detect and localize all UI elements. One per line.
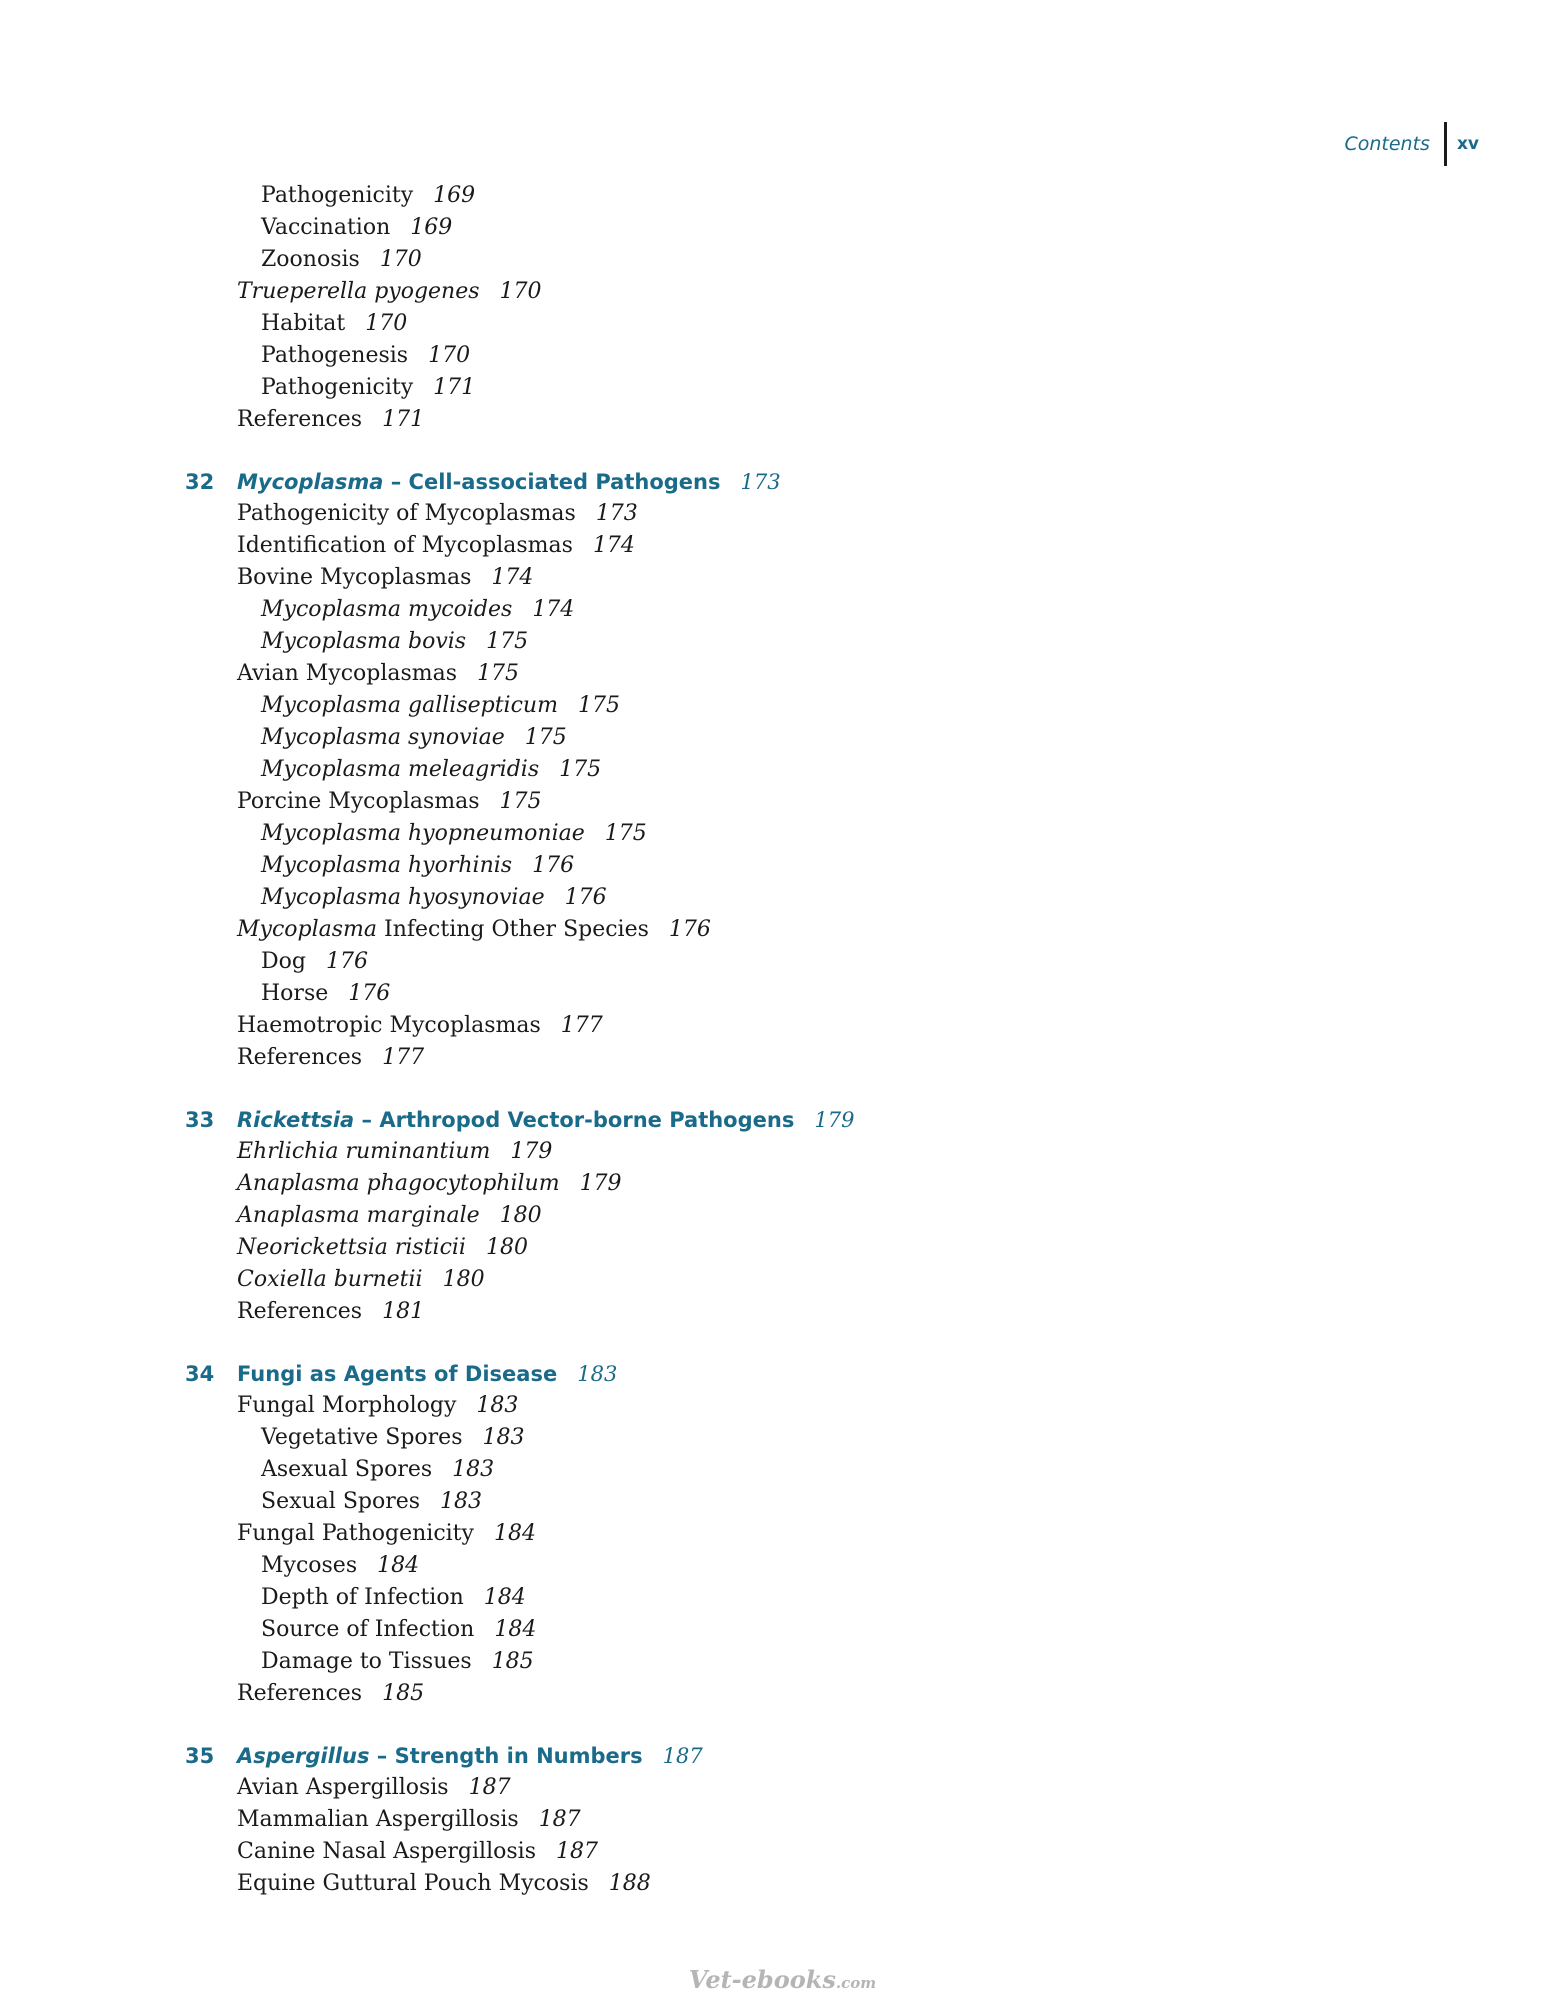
chapter-heading[interactable] — [0, 1104, 1400, 1136]
chapter-title — [237, 1740, 703, 1772]
chapter-heading[interactable] — [0, 1358, 1400, 1390]
toc-entry[interactable] — [0, 1422, 1400, 1454]
chapter-title-italic: Aspergillus — [237, 1744, 370, 1768]
chapter-title — [237, 1358, 617, 1390]
entry-title: Identification of Mycoplasmas — [237, 533, 573, 558]
toc-entry[interactable] — [0, 244, 1400, 276]
entry-title: Asexual Spores — [261, 1457, 433, 1482]
toc-entry[interactable] — [0, 1678, 1400, 1710]
entry-title: Mammalian Aspergillosis — [237, 1807, 519, 1832]
chapter-title-text: Fungi as Agents of Disease — [237, 1362, 558, 1386]
toc-entry[interactable] — [0, 914, 1400, 946]
entry-title: Mycoplasma mycoides — [261, 597, 513, 622]
entry-title: Pathogenicity — [261, 375, 414, 400]
toc-entry[interactable] — [0, 658, 1400, 690]
entry-page: 169 — [410, 215, 453, 240]
toc-entry[interactable] — [0, 754, 1400, 786]
header-label: Contents — [1344, 133, 1430, 155]
entry-title: References — [237, 407, 363, 432]
chapter-heading[interactable] — [0, 1740, 1400, 1772]
toc-entry[interactable] — [0, 978, 1400, 1010]
entry-page: 174 — [532, 597, 575, 622]
entry-title: Mycoplasma meleagridis — [261, 757, 540, 782]
entry-page: 179 — [579, 1171, 622, 1196]
entry-title: Haemotropic Mycoplasmas — [237, 1013, 541, 1038]
toc-entry[interactable] — [0, 498, 1400, 530]
entry-page: 176 — [348, 981, 391, 1006]
toc-entry[interactable] — [0, 1454, 1400, 1486]
entry-page: 173 — [595, 501, 638, 526]
toc-entry[interactable] — [0, 1550, 1400, 1582]
entry-title: Trueperella pyogenes — [237, 279, 480, 304]
toc-entry[interactable] — [0, 1390, 1400, 1422]
entry-page: 183 — [476, 1393, 519, 1418]
toc-entry[interactable] — [0, 946, 1400, 978]
entry-page: 176 — [564, 885, 607, 910]
entry-title: Anaplasma phagocytophilum — [237, 1171, 560, 1196]
entry-title: Infecting Other Species — [377, 917, 649, 942]
entry-title: Mycoplasma synoviae — [261, 725, 505, 750]
toc-entry[interactable] — [0, 1168, 1400, 1200]
toc-entry[interactable] — [0, 818, 1400, 850]
entry-title: Neorickettsia risticii — [237, 1235, 466, 1260]
entry-title: Bovine Mycoplasmas — [237, 565, 472, 590]
entry-page: 169 — [433, 183, 476, 208]
entry-title: Mycoplasma gallisepticum — [261, 693, 558, 718]
chapter-number: 35 — [185, 1744, 215, 1768]
toc-entry[interactable] — [0, 1582, 1400, 1614]
chapter-page: 183 — [577, 1362, 618, 1386]
entry-page: 183 — [452, 1457, 495, 1482]
entry-title: Pathogenesis — [261, 343, 409, 368]
toc-entry[interactable] — [0, 1264, 1400, 1296]
toc-entry[interactable] — [0, 530, 1400, 562]
entry-title: Zoonosis — [261, 247, 360, 272]
entry-title: Porcine Mycoplasmas — [237, 789, 480, 814]
entry-page: 177 — [382, 1045, 425, 1070]
header-divider — [1444, 122, 1447, 166]
entry-title: Dog — [261, 949, 306, 974]
toc-entry[interactable] — [0, 372, 1400, 404]
entry-title: Mycoses — [261, 1553, 358, 1578]
entry-page: 176 — [532, 853, 575, 878]
entry-page: 170 — [499, 279, 542, 304]
entry-title: Fungal Morphology — [237, 1393, 457, 1418]
entry-page: 175 — [499, 789, 542, 814]
entry-page: 175 — [477, 661, 520, 686]
chapter-title-text: – Arthropod Vector-borne Pathogens — [354, 1108, 795, 1132]
toc-entry[interactable] — [0, 1010, 1400, 1042]
toc-entry[interactable] — [0, 404, 1400, 436]
entry-title: Source of Infection — [261, 1617, 475, 1642]
entry-title: Pathogenicity of Mycoplasmas — [237, 501, 576, 526]
entry-title: Depth of Infection — [261, 1585, 464, 1610]
toc-entry[interactable] — [0, 1804, 1400, 1836]
entry-title: References — [237, 1045, 363, 1070]
entry-page: 180 — [442, 1267, 485, 1292]
entry-title: Mycoplasma hyosynoviae — [261, 885, 545, 910]
entry-title: Mycoplasma hyopneumoniae — [261, 821, 585, 846]
toc-entry[interactable] — [0, 626, 1400, 658]
toc-entry[interactable] — [0, 1518, 1400, 1550]
chapter-number: 33 — [185, 1108, 215, 1132]
toc-entry[interactable] — [0, 308, 1400, 340]
entry-page: 188 — [608, 1871, 651, 1896]
entry-title: Avian Aspergillosis — [237, 1775, 449, 1800]
entry-page: 176 — [325, 949, 368, 974]
running-header — [1344, 122, 1479, 166]
entry-page: 170 — [428, 343, 471, 368]
entry-page: 171 — [382, 407, 425, 432]
entry-title: Ehrlichia ruminantium — [237, 1139, 491, 1164]
table-of-contents — [0, 180, 1400, 1900]
entry-title: References — [237, 1299, 363, 1324]
entry-page: 184 — [377, 1553, 420, 1578]
watermark-suffix: .com — [835, 1974, 877, 1992]
chapter-title — [237, 1104, 854, 1136]
entry-page: 175 — [604, 821, 647, 846]
chapter-number: 34 — [185, 1362, 215, 1386]
entry-page: 180 — [499, 1203, 542, 1228]
entry-title: Canine Nasal Aspergillosis — [237, 1839, 536, 1864]
entry-page: 184 — [493, 1521, 536, 1546]
chapter-title-text: – Cell-associated Pathogens — [383, 470, 721, 494]
entry-page: 187 — [538, 1807, 581, 1832]
toc-entry[interactable] — [0, 1614, 1400, 1646]
chapter-title-text: – Strength in Numbers — [369, 1744, 643, 1768]
toc-entry[interactable] — [0, 594, 1400, 626]
entry-title-italic: Mycoplasma — [237, 917, 378, 942]
entry-page: 175 — [559, 757, 602, 782]
entry-page: 184 — [494, 1617, 537, 1642]
entry-title: Equine Guttural Pouch Mycosis — [237, 1871, 589, 1896]
chapter-number: 32 — [185, 470, 215, 494]
entry-title: References — [237, 1681, 363, 1706]
toc-entry[interactable] — [0, 1646, 1400, 1678]
entry-page: 179 — [510, 1139, 553, 1164]
chapter-page: 173 — [740, 470, 781, 494]
entry-page: 174 — [592, 533, 635, 558]
entry-page: 183 — [482, 1425, 525, 1450]
toc-entry[interactable] — [0, 212, 1400, 244]
entry-title: Fungal Pathogenicity — [237, 1521, 474, 1546]
toc-entry[interactable] — [0, 340, 1400, 372]
toc-entry[interactable] — [0, 1136, 1400, 1168]
chapter-title — [237, 466, 781, 498]
toc-entry[interactable] — [0, 1868, 1400, 1900]
entry-title: Sexual Spores — [261, 1489, 421, 1514]
entry-title: Mycoplasma hyorhinis — [261, 853, 513, 878]
entry-title: Anaplasma marginale — [237, 1203, 480, 1228]
entry-page: 185 — [382, 1681, 425, 1706]
entry-title: Vaccination — [261, 215, 391, 240]
toc-entry[interactable] — [0, 1772, 1400, 1804]
entry-page: 175 — [524, 725, 567, 750]
toc-entry[interactable] — [0, 850, 1400, 882]
entry-page: 187 — [556, 1839, 598, 1864]
watermark — [0, 1965, 1565, 1994]
page-number: xv — [1456, 134, 1479, 154]
entry-page: 170 — [379, 247, 422, 272]
toc-entry[interactable] — [0, 1486, 1400, 1518]
toc-entry[interactable] — [0, 276, 1400, 308]
chapter-title-italic: Mycoplasma — [237, 470, 384, 494]
toc-entry[interactable] — [0, 562, 1400, 594]
toc-entry[interactable] — [0, 786, 1400, 818]
entry-title: Pathogenicity — [261, 183, 414, 208]
entry-title: Coxiella burnetii — [237, 1267, 423, 1292]
toc-entry[interactable] — [0, 1836, 1400, 1868]
entry-page: 174 — [491, 565, 534, 590]
entry-page: 183 — [440, 1489, 483, 1514]
entry-title: Habitat — [261, 311, 346, 336]
entry-title: Horse — [261, 981, 329, 1006]
watermark-text: Vet-ebooks — [688, 1965, 836, 1994]
toc-entry[interactable] — [0, 180, 1400, 212]
chapter-page: 179 — [814, 1108, 855, 1132]
entry-title: Vegetative Spores — [261, 1425, 463, 1450]
entry-page: 180 — [485, 1235, 528, 1260]
entry-page: 171 — [433, 375, 476, 400]
entry-title: Damage to Tissues — [261, 1649, 472, 1674]
entry-page: 175 — [577, 693, 620, 718]
entry-page: 181 — [382, 1299, 425, 1324]
entry-title: Avian Mycoplasmas — [237, 661, 458, 686]
entry-page: 184 — [483, 1585, 526, 1610]
toc-entry[interactable] — [0, 1296, 1400, 1328]
toc-entry[interactable] — [0, 690, 1400, 722]
toc-entry[interactable] — [0, 882, 1400, 914]
chapter-heading[interactable] — [0, 466, 1400, 498]
entry-page: 185 — [491, 1649, 534, 1674]
toc-entry[interactable] — [0, 1232, 1400, 1264]
entry-page: 170 — [365, 311, 408, 336]
entry-title: Mycoplasma bovis — [261, 629, 467, 654]
toc-entry[interactable] — [0, 1200, 1400, 1232]
toc-entry[interactable] — [0, 1042, 1400, 1074]
chapter-page: 187 — [662, 1744, 703, 1768]
entry-page: 175 — [486, 629, 529, 654]
chapter-title-italic: Rickettsia — [237, 1108, 355, 1132]
entry-page: 176 — [668, 917, 711, 942]
entry-page: 177 — [560, 1013, 603, 1038]
toc-entry[interactable] — [0, 722, 1400, 754]
entry-page: 187 — [468, 1775, 511, 1800]
